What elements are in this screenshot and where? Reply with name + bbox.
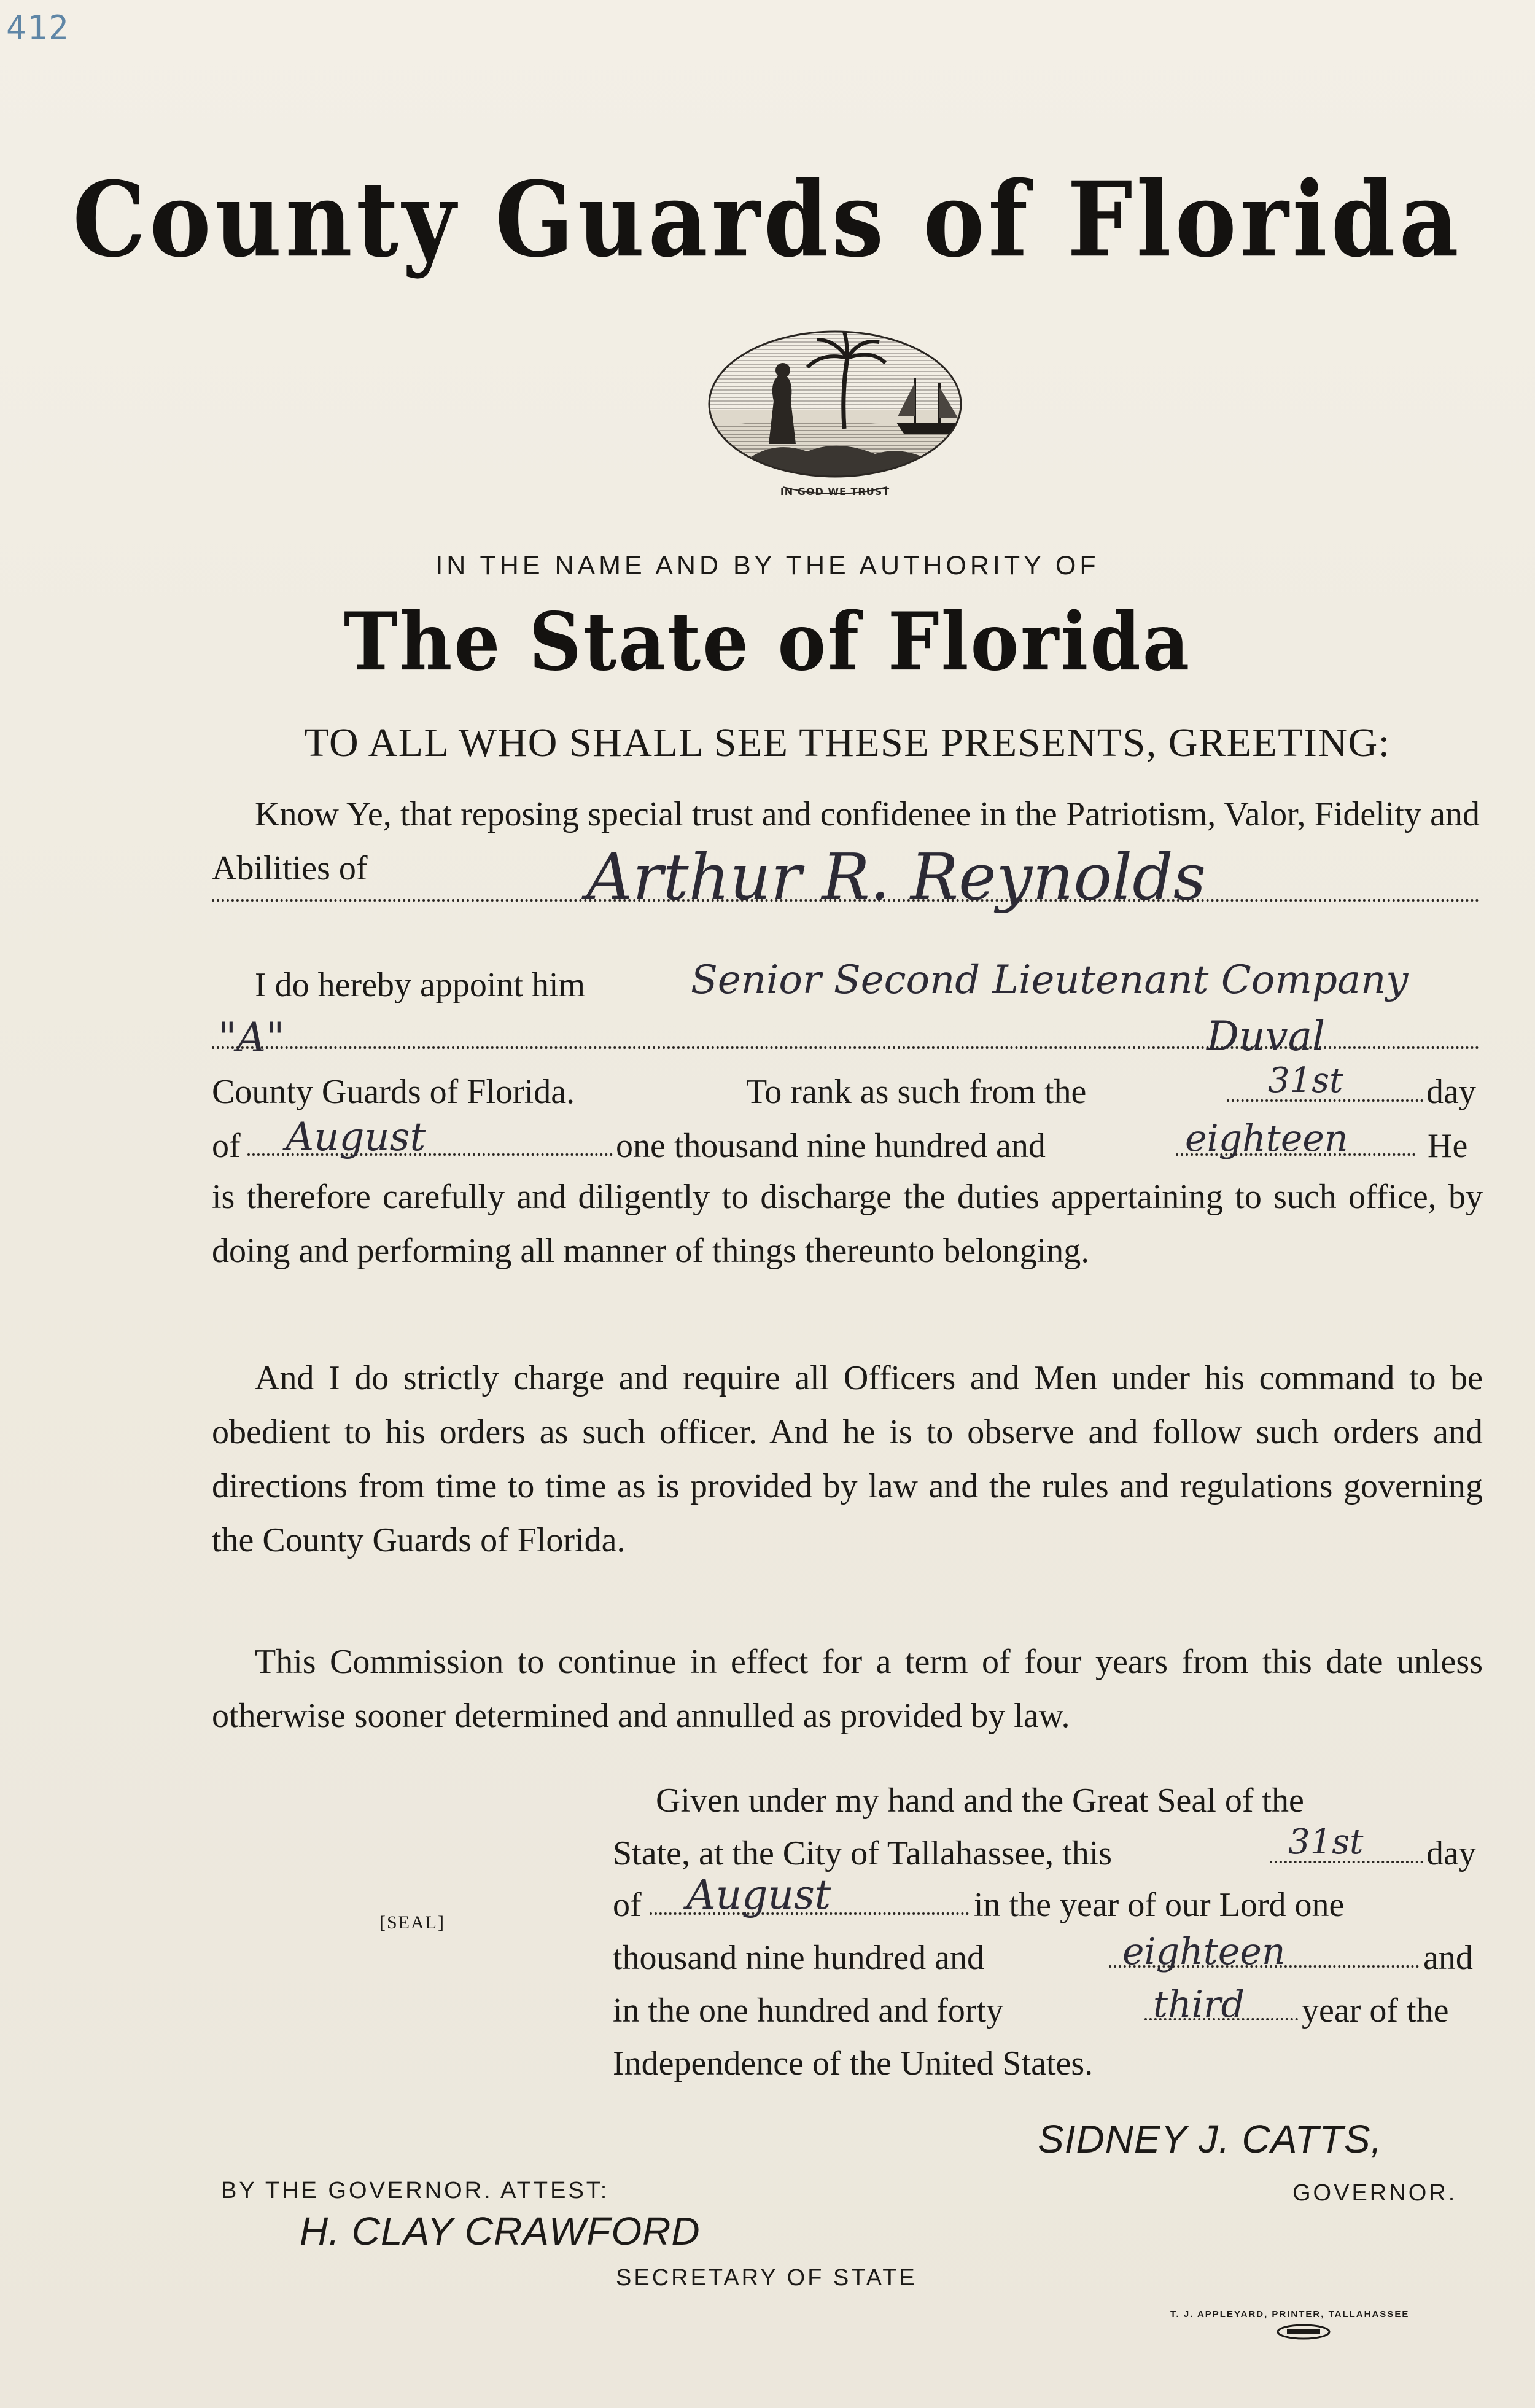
given-line-6: Independence of the United States.	[613, 2044, 1094, 2083]
duties-text: is therefore carefully and diligently to discharge the duties appertaining to such office, by doing and performing all manner of things thereunto belonging.	[212, 1178, 1483, 1270]
governor-name: SIDNEY J. CATTS,	[1038, 2117, 1383, 2161]
rank-year-handwritten: eighteen	[1185, 1117, 1348, 1160]
charge-paragraph: And I do strictly charge and require all Officers and Men under his command to be obedient to his orders as such officer. And he is to observe and follow such orders and directions from time to time as is provided by law and the rules and regulations governing the County Guards of Florida.	[212, 1359, 1483, 1559]
document-title: County Guards of Florida	[72, 159, 1463, 281]
appointee-name: Arthur R. Reynolds	[586, 840, 1207, 914]
intro-text: Know Ye, that reposing special trust and confidenee in the Patriotism, Valor, Fidelity and Abilities of	[212, 795, 1480, 887]
county-guards-text: County Guards of Florida.	[212, 1073, 575, 1111]
month-year-line	[212, 1115, 1480, 1173]
term-paragraph: This Commission to continue in effect for a term of four years from this date unless otherwise sooner determined and annulled as provided by law.	[212, 1643, 1483, 1735]
company-handwritten: "A"	[218, 1014, 285, 1061]
given-line-3	[613, 1871, 1488, 1932]
authority-line: IN THE NAME AND BY THE AUTHORITY OF	[435, 551, 1100, 580]
secretary-title: SECRETARY OF STATE	[616, 2265, 917, 2291]
given-month-handwritten: August	[686, 1871, 831, 1919]
given-line-5	[613, 1984, 1488, 2038]
county-handwritten: Duval	[1207, 1013, 1326, 1060]
given-year-handwritten: eighteen	[1122, 1930, 1286, 1973]
he-word: He	[1428, 1127, 1468, 1165]
appoint-prefix: I do hereby appoint him	[255, 966, 586, 1004]
given-year-of-text: year of the	[1302, 1992, 1449, 2030]
given-line-4	[613, 1931, 1488, 1985]
seal-label: [SEAL]	[379, 1912, 445, 1933]
year-prefix-text: one thousand nine hundred and	[616, 1127, 1046, 1165]
rank-from-text: To rank as such from the	[746, 1073, 1087, 1111]
given-lord-text: in the year of our Lord one	[974, 1886, 1345, 1924]
printer-imprint: T. J. APPLEYARD, PRINTER, TALLAHASSEE	[1170, 2309, 1410, 2320]
secretary-name: H. CLAY CRAWFORD	[300, 2209, 701, 2253]
governor-title: GOVERNOR.	[1292, 2180, 1458, 2206]
union-label-icon	[1276, 2323, 1331, 2340]
rank-handwritten: Senior Second Lieutenant Company	[691, 957, 1409, 1003]
rank-day-handwritten: 31st	[1268, 1061, 1343, 1101]
given-city-text: State, at the City of Tallahassee, this	[613, 1834, 1113, 1872]
rank-month-handwritten: August	[286, 1115, 426, 1160]
attest-label: BY THE GOVERNOR. ATTEST:	[221, 2178, 610, 2203]
given-forty-text: in the one hundred and forty	[613, 1992, 1004, 2030]
given-day-handwritten: 31st	[1288, 1822, 1364, 1862]
state-heading: The State of Florida	[343, 594, 1192, 688]
given-year-prefix: thousand nine hundred and	[613, 1939, 984, 1977]
page-number: 412	[6, 9, 70, 47]
given-and-word: and	[1423, 1939, 1473, 1977]
day-word: day	[1426, 1073, 1476, 1111]
seal-motto: IN GOD WE TRUST	[780, 486, 890, 497]
florida-seal-image	[660, 300, 1010, 508]
given-line-1: Given under my hand and the Great Seal of the	[656, 1782, 1304, 1820]
given-day-word: day	[1426, 1834, 1476, 1872]
given-ordinal-handwritten: third	[1153, 1983, 1245, 2026]
greeting-line: TO ALL WHO SHALL SEE THESE PRESENTS, GREETING:	[304, 720, 1391, 765]
appoint-line	[212, 958, 1480, 1012]
given-of-word: of	[613, 1886, 642, 1924]
of-word: of	[212, 1127, 241, 1165]
